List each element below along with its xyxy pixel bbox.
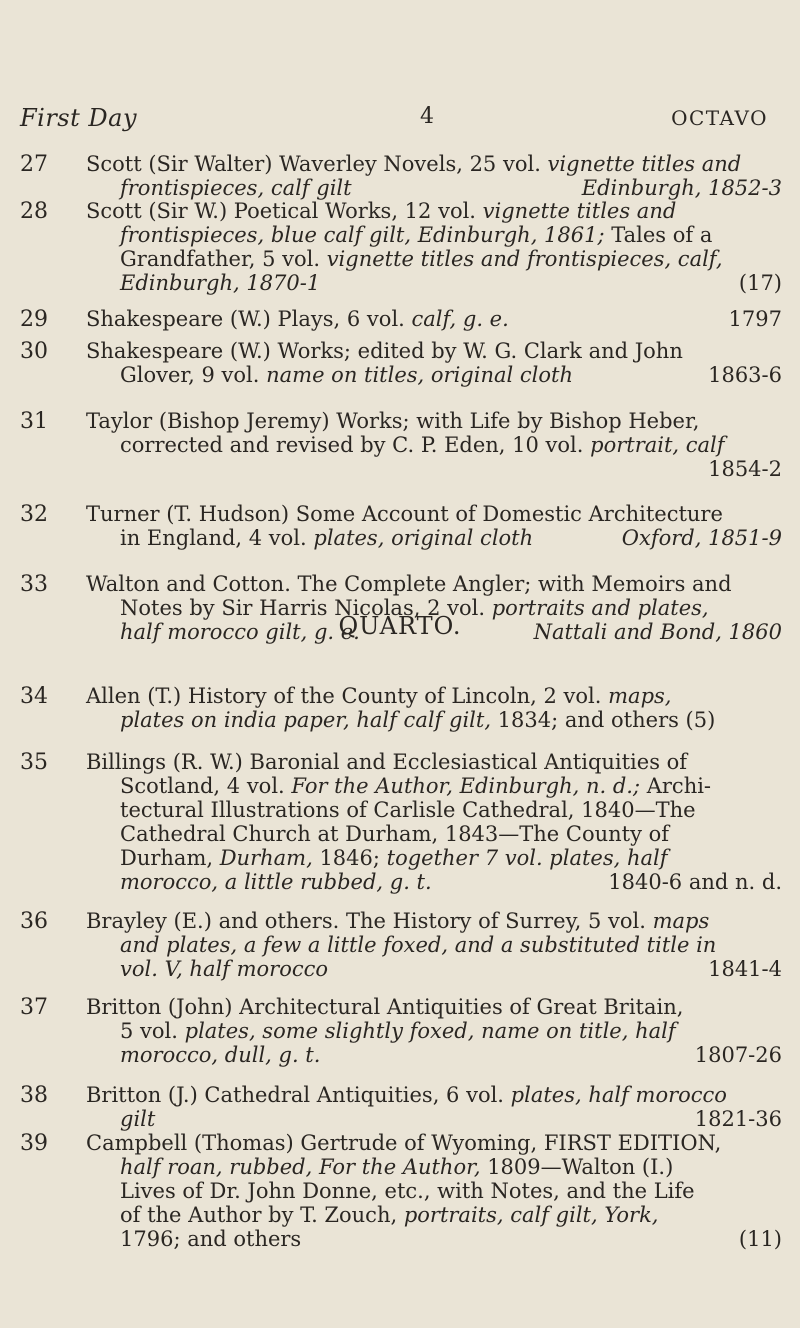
lot-text: Lives of Dr. John Donne, etc., with Notes, and the Life <box>120 1179 695 1203</box>
lot-date: Oxford, 1851-9 <box>621 526 782 550</box>
lot-line <box>86 1155 782 1179</box>
lot-text: Taylor (Bishop Jeremy) Works; with Life by Bishop Heber, <box>86 409 700 433</box>
lot-italic-text: maps, <box>608 684 672 708</box>
lot-line <box>86 933 782 957</box>
lot-description <box>86 1083 782 1131</box>
lot-italic-text: vignette titles and <box>482 199 677 223</box>
lot-date: 1863-6 <box>708 363 782 387</box>
lot-line <box>86 526 782 550</box>
lot-italic-text: portraits, calf gilt, York, <box>403 1203 659 1227</box>
lot-description <box>86 409 782 481</box>
lot-italic-text: calf, g. e. <box>411 307 509 331</box>
lot-italic-text: gilt <box>120 1107 156 1131</box>
lot-date: 1807-26 <box>694 1043 782 1067</box>
lot-number: 32 <box>20 502 48 527</box>
lot-text: Campbell (Thomas) Gertrude of Wyoming, FIRST EDITION, <box>86 1131 722 1155</box>
lot-text: Turner (T. Hudson) Some Account of Domestic Architecture <box>86 502 723 526</box>
lot-italic-text: portrait, calf <box>590 433 725 457</box>
lot-line <box>86 1043 782 1067</box>
lot-number: 34 <box>20 684 48 709</box>
lot-line <box>86 822 782 846</box>
lot-line <box>86 620 782 644</box>
lot-text: Britton (J.) Cathedral Antiquities, 6 vol. <box>86 1083 511 1107</box>
lot-description <box>86 572 782 644</box>
lot-description <box>86 199 782 295</box>
lot-text: 5 vol. <box>120 1019 185 1043</box>
lot-text: Scotland, 4 vol. <box>120 774 292 798</box>
lot-text: 1846; <box>312 846 387 870</box>
lot-line <box>86 1019 782 1043</box>
lot-number: 36 <box>20 909 48 934</box>
lot-text: Brayley (E.) and others. The History of Surrey, 5 vol. <box>86 909 653 933</box>
lot-italic-text: name on titles, original cloth <box>266 363 573 387</box>
lot-number: 27 <box>20 152 48 177</box>
lot-date: 1854-2 <box>708 457 782 481</box>
lot-text: Allen (T.) History of the County of Lincoln, 2 vol. <box>86 684 609 708</box>
lot-text: Shakespeare (W.) Plays, 6 vol. <box>86 307 412 331</box>
lot-italic-text: frontispieces, blue calf gilt, Edinburgh, 1861; <box>120 223 612 247</box>
lot-text: Tales of a <box>611 223 713 247</box>
lot-line <box>86 774 782 798</box>
lot-description <box>86 684 782 732</box>
lot-line <box>86 596 782 620</box>
lot-italic-text: frontispieces, calf gilt <box>120 176 352 200</box>
lot-text: Cathedral Church at Durham, 1843—The County of <box>120 822 670 846</box>
lot-description <box>86 339 782 387</box>
lot-description <box>86 909 782 981</box>
lot-italic-text: morocco, a little rubbed, g. t. <box>120 870 432 894</box>
lot-line <box>86 1083 782 1107</box>
lot-line <box>86 1131 782 1155</box>
lot-line <box>86 1227 782 1251</box>
lot-italic-text: For the Author, Edinburgh, n. d.; <box>291 774 641 798</box>
lot-line <box>86 1107 782 1131</box>
lot-line <box>86 307 782 331</box>
lot-line <box>86 708 782 732</box>
lot-line <box>86 957 782 981</box>
lot-text: Durham, <box>120 846 220 870</box>
lot-text: Notes by Sir Harris Nicolas, 2 vol. <box>120 596 492 620</box>
lot-number: 37 <box>20 995 48 1020</box>
lot-line <box>86 846 782 870</box>
lot-italic-text: Edinburgh, 1870-1 <box>120 271 321 295</box>
page-number: 4 <box>420 104 434 129</box>
lot-number: 30 <box>20 339 48 364</box>
lot-italic-text: maps <box>652 909 710 933</box>
lot-line <box>86 750 782 774</box>
lot-text: of the Author by T. Zouch, <box>120 1203 404 1227</box>
lot-text: Shakespeare (W.) Works; edited by W. G. Clark and John <box>86 339 683 363</box>
lot-line <box>86 798 782 822</box>
section-title: QUARTO. <box>338 612 462 640</box>
lot-line <box>86 152 782 176</box>
lot-italic-text: half roan, rubbed, For the Author, <box>120 1155 488 1179</box>
lot-date: 1840-6 and n. d. <box>608 870 782 894</box>
lot-italic-text: vignette titles and frontispieces, calf, <box>326 247 723 271</box>
lot-italic-text: plates, original cloth <box>313 526 534 550</box>
lot-line <box>86 995 782 1019</box>
lot-description <box>86 1131 782 1251</box>
lot-italic-text: plates, half morocco <box>510 1083 727 1107</box>
lot-italic-text: plates on india paper, half calf gilt, <box>120 708 498 732</box>
lot-date: Edinburgh, 1852-3 <box>581 176 782 200</box>
lot-line <box>86 409 782 433</box>
lot-line <box>86 247 782 271</box>
lot-text: Archi- <box>640 774 712 798</box>
lot-line <box>86 870 782 894</box>
lot-number: 35 <box>20 750 48 775</box>
lot-text: Walton and Cotton. The Complete Angler; with Memoirs and <box>86 572 732 596</box>
page-header <box>20 104 780 144</box>
lot-text: 1834; and others (5) <box>497 708 716 732</box>
lot-text: corrected and revised by C. P. Eden, 10 vol. <box>120 433 591 457</box>
lot-description <box>86 307 782 331</box>
lot-date: Nattali and Bond, 1860 <box>533 620 782 644</box>
lot-italic-text: Durham, <box>219 846 313 870</box>
lot-line <box>86 223 782 247</box>
lot-text: Scott (Sir Walter) Waverley Novels, 25 vol. <box>86 152 548 176</box>
day-label: First Day <box>20 104 137 132</box>
lot-number: 31 <box>20 409 48 434</box>
lot-italic-text: half morocco gilt, g. e. <box>120 620 360 644</box>
lot-line <box>86 457 782 481</box>
lot-number: 28 <box>20 199 48 224</box>
lot-italic-text: morocco, dull, g. t. <box>120 1043 321 1067</box>
lot-text: Scott (Sir W.) Poetical Works, 12 vol. <box>86 199 483 223</box>
lot-line <box>86 502 782 526</box>
lot-italic-text: together 7 vol. plates, half <box>386 846 668 870</box>
lot-text: tectural Illustrations of Carlisle Cathedral, 1840—The <box>120 798 696 822</box>
lot-line <box>86 339 782 363</box>
lot-text: Britton (John) Architectural Antiquities of Great Britain, <box>86 995 684 1019</box>
lot-italic-text: and plates, a few a little foxed, and a substituted title in <box>120 933 717 957</box>
lot-date: 1821-36 <box>694 1107 782 1131</box>
lot-text: Billings (R. W.) Baronial and Ecclesiastical Antiquities of <box>86 750 688 774</box>
lot-date: 1841-4 <box>708 957 782 981</box>
lot-date: (17) <box>738 271 782 295</box>
lot-text: 1796; and others <box>120 1227 302 1251</box>
lot-line <box>86 1179 782 1203</box>
lot-date: (11) <box>738 1227 782 1251</box>
lot-line <box>86 199 782 223</box>
lot-italic-text: plates, some slightly foxed, name on title, half <box>184 1019 676 1043</box>
lot-line <box>86 1203 782 1227</box>
lot-line <box>86 572 782 596</box>
lot-line <box>86 909 782 933</box>
lot-line <box>86 433 782 457</box>
lot-number: 38 <box>20 1083 48 1108</box>
lot-italic-text: vignette titles and <box>547 152 742 176</box>
lot-italic-text: vol. V, half morocco <box>120 957 329 981</box>
lot-line <box>86 271 782 295</box>
lot-line <box>86 363 782 387</box>
lot-description <box>86 995 782 1067</box>
lot-text: Grandfather, 5 vol. <box>120 247 327 271</box>
lot-text: 1809—Walton (I.) <box>487 1155 674 1179</box>
lot-line <box>86 684 782 708</box>
lot-date: 1797 <box>728 307 782 331</box>
lot-number: 39 <box>20 1131 48 1156</box>
lot-text: Glover, 9 vol. <box>120 363 267 387</box>
lot-description <box>86 152 782 200</box>
lot-number: 29 <box>20 307 48 332</box>
lot-text: in England, 4 vol. <box>120 526 314 550</box>
format-label: OCTAVO <box>671 106 768 130</box>
lot-description <box>86 750 782 894</box>
lot-number: 33 <box>20 572 48 597</box>
lot-italic-text: portraits and plates, <box>491 596 709 620</box>
lot-description <box>86 502 782 550</box>
lot-line <box>86 176 782 200</box>
